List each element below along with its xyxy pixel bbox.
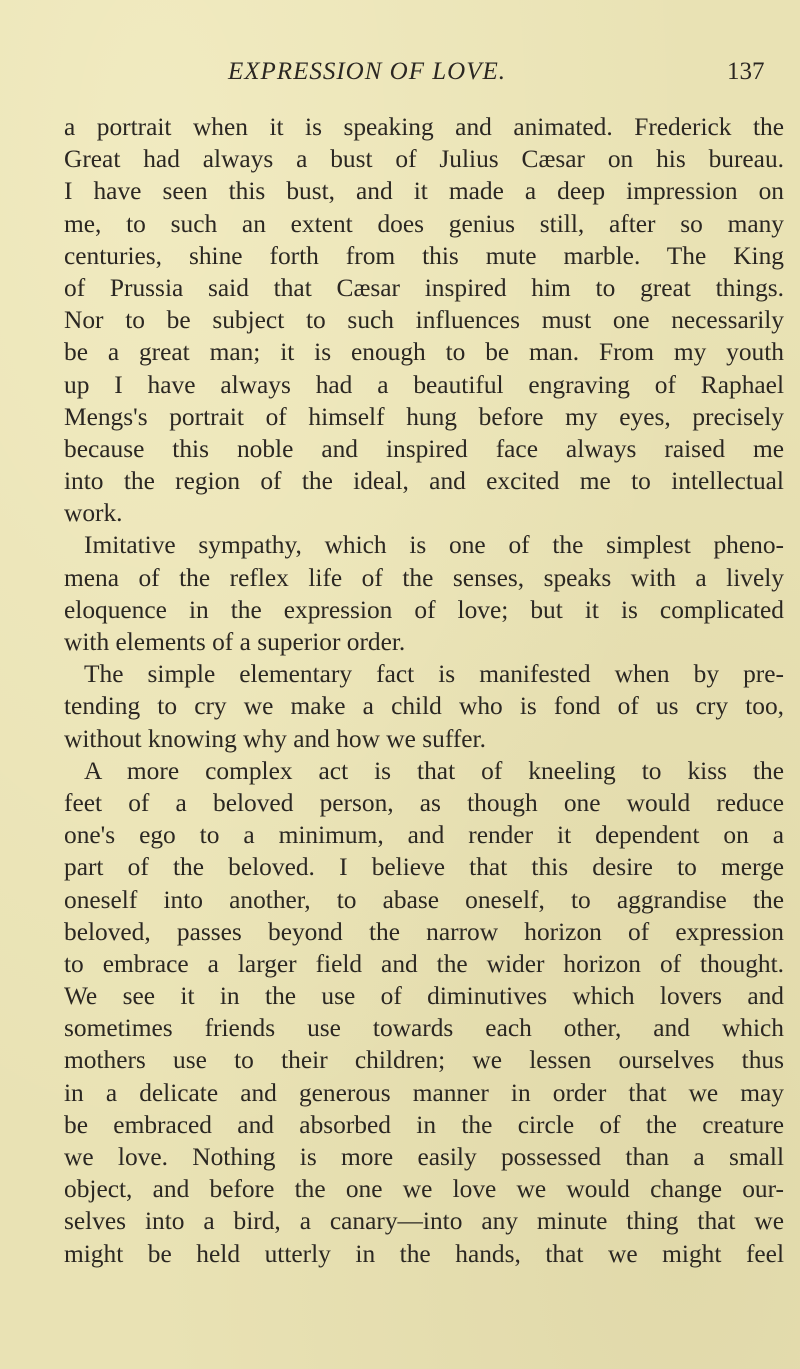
text-line: of Prussia said that Cæsar inspired him to great things.: [64, 273, 784, 302]
text-line: mena of the reflex life of the senses, speaks with a lively: [64, 563, 784, 592]
text-line: feet of a beloved person, as though one would reduce: [64, 788, 784, 817]
text-line: Great had always a bust of Julius Cæsar on his bureau.: [64, 145, 784, 174]
page-number: 137: [727, 58, 765, 85]
text-line: might be held utterly in the hands, that we might feel: [64, 1239, 784, 1268]
text-line: Mengs's portrait of himself hung before my eyes, precisely: [64, 402, 784, 431]
text-line: centuries, shine forth from this mute marble. The King: [64, 241, 784, 270]
text-line: We see it in the use of diminutives which lovers and: [64, 982, 784, 1011]
text-line: object, and before the one we love we would change our-: [64, 1175, 784, 1204]
text-line: Nor to be subject to such influences must one necessarily: [64, 306, 784, 335]
text-line: to embrace a larger field and the wider horizon of thought.: [64, 949, 784, 978]
text-line: be embraced and absorbed in the circle of the creature: [64, 1110, 784, 1139]
text-line: a portrait when it is speaking and animated. Frederick the: [64, 113, 784, 141]
text-line: because this noble and inspired face always raised me: [64, 434, 784, 463]
text-line: we love. Nothing is more easily possessed than a small: [64, 1143, 784, 1171]
text-line: part of the beloved. I believe that this desire to merge: [64, 853, 784, 882]
text-line: in a delicate and generous manner in order that we may: [64, 1078, 784, 1107]
text-line: be a great man; it is enough to be man. From my youth: [64, 338, 784, 367]
body-text: [64, 111, 784, 1270]
text-line: I have seen this bust, and it made a deep impression on: [64, 177, 784, 206]
text-line: A more complex act is that of kneeling to kiss the: [84, 756, 784, 785]
text-line: me, to such an extent does genius still, after so many: [64, 209, 784, 238]
text-line: selves into a bird, a canary—into any minute thing that we: [64, 1207, 784, 1236]
running-head: EXPRESSION OF LOVE.: [228, 58, 506, 85]
text-line: work.: [64, 499, 123, 528]
text-line: without knowing why and how we suffer.: [64, 724, 486, 753]
text-line: beloved, passes beyond the narrow horizon of expression: [64, 917, 784, 946]
text-line: up I have always had a beautiful engraving of Raphael: [64, 370, 784, 399]
text-line: sometimes friends use towards each other, and which: [64, 1014, 784, 1043]
text-line: one's ego to a minimum, and render it dependent on a: [64, 821, 784, 850]
text-line: Imitative sympathy, which is one of the simplest pheno-: [84, 531, 784, 560]
text-line: oneself into another, to abase oneself, to aggrandise the: [64, 885, 784, 914]
text-line: with elements of a superior order.: [64, 628, 406, 656]
text-line: into the region of the ideal, and excited me to intellectual: [64, 467, 784, 496]
text-line: eloquence in the expression of love; but it is complicated: [64, 595, 784, 624]
text-line: The simple elementary fact is manifested when by pre-: [84, 660, 784, 689]
text-line: tending to cry we make a child who is fond of us cry too,: [64, 692, 784, 721]
text-line: mothers use to their children; we lessen ourselves thus: [64, 1046, 784, 1075]
